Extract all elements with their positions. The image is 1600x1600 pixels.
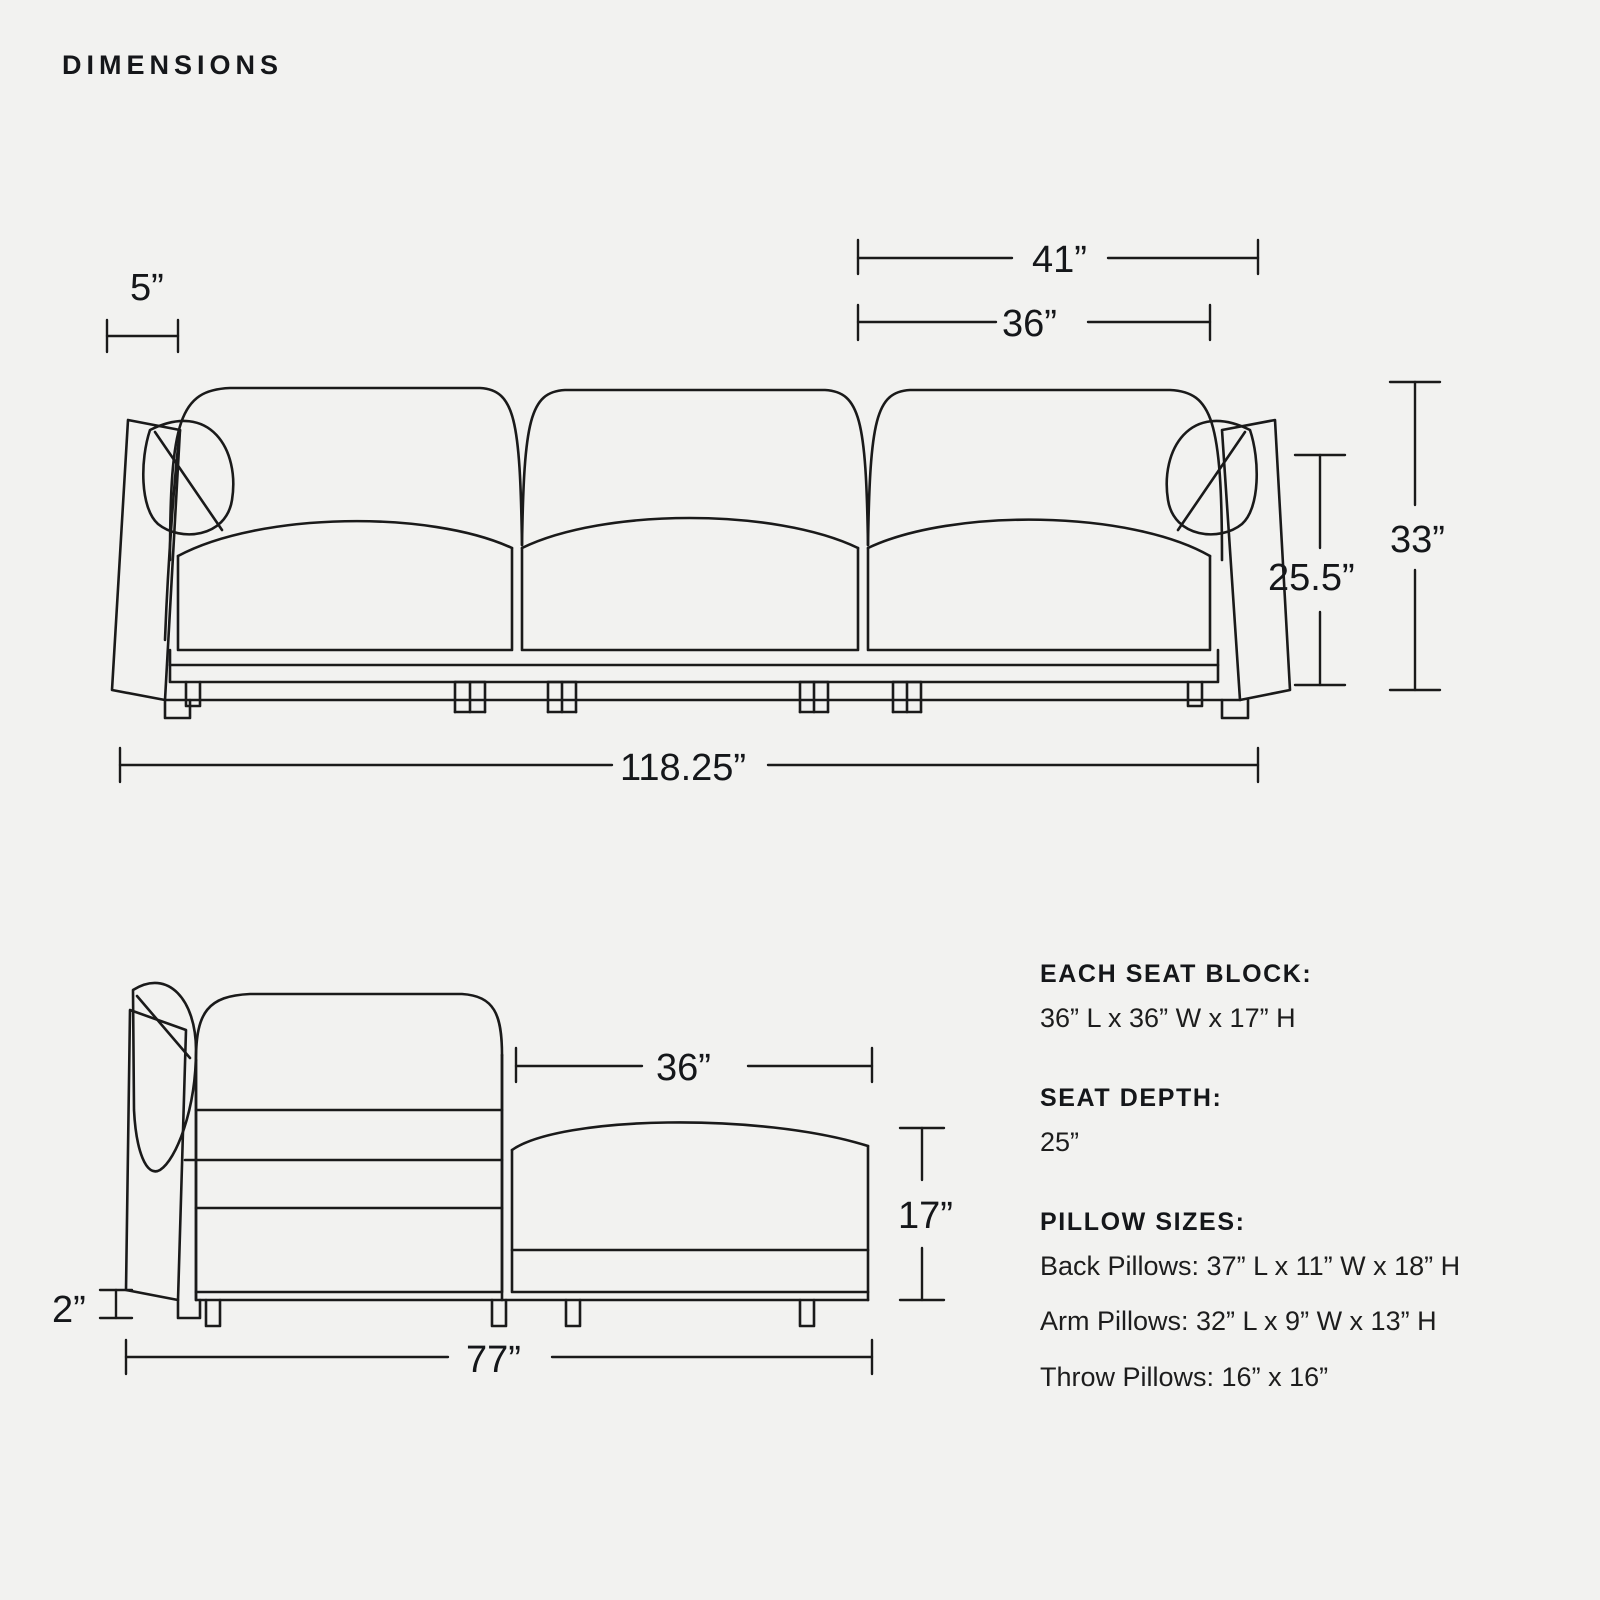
dim-seat-outer-width: 41” xyxy=(1032,239,1087,281)
spec-heading-seat-depth: SEAT DEPTH: xyxy=(1040,1084,1223,1113)
dim-overall-depth: 77” xyxy=(466,1339,521,1381)
side-view-sofa xyxy=(126,983,868,1326)
spec-line-seat-depth: 25” xyxy=(1040,1127,1080,1158)
spec-heading-seat-block: EACH SEAT BLOCK: xyxy=(1040,960,1313,988)
side-view-dimension-lines xyxy=(100,1048,944,1374)
dim-overall-height: 33” xyxy=(1390,519,1445,561)
spec-group-seat-block xyxy=(1040,960,1560,1038)
spec-group-pillow-sizes xyxy=(1040,1208,1560,1396)
dim-arm-depth: 5” xyxy=(130,267,164,309)
spec-heading-pillow-sizes: PILLOW SIZES: xyxy=(1040,1208,1246,1237)
spec-group-seat-depth xyxy=(1040,1084,1560,1162)
dim-seat-height-back: 25.5” xyxy=(1268,557,1355,599)
dim-seat-block-height: 17” xyxy=(898,1195,953,1237)
dim-overall-width: 118.25” xyxy=(620,747,747,789)
spec-line-throw-pillows: Throw Pillows: 16” x 16” xyxy=(1040,1361,1329,1392)
dim-leg-height: 2” xyxy=(52,1289,86,1331)
spec-line-back-pillows: Back Pillows: 37” L x 11” W x 18” H xyxy=(1040,1251,1461,1282)
spec-line-seat-block: 36” L x 36” W x 17” H xyxy=(1040,1003,1296,1033)
dim-ottoman-length: 36” xyxy=(656,1047,711,1089)
front-view-sofa xyxy=(112,388,1290,718)
dim-seat-inner-width: 36” xyxy=(1002,303,1057,345)
page-title: DIMENSIONS xyxy=(62,50,284,80)
spec-line-arm-pillows: Arm Pillows: 32” L x 9” W x 13” H xyxy=(1040,1306,1437,1337)
specs-panel xyxy=(1040,960,1560,1413)
